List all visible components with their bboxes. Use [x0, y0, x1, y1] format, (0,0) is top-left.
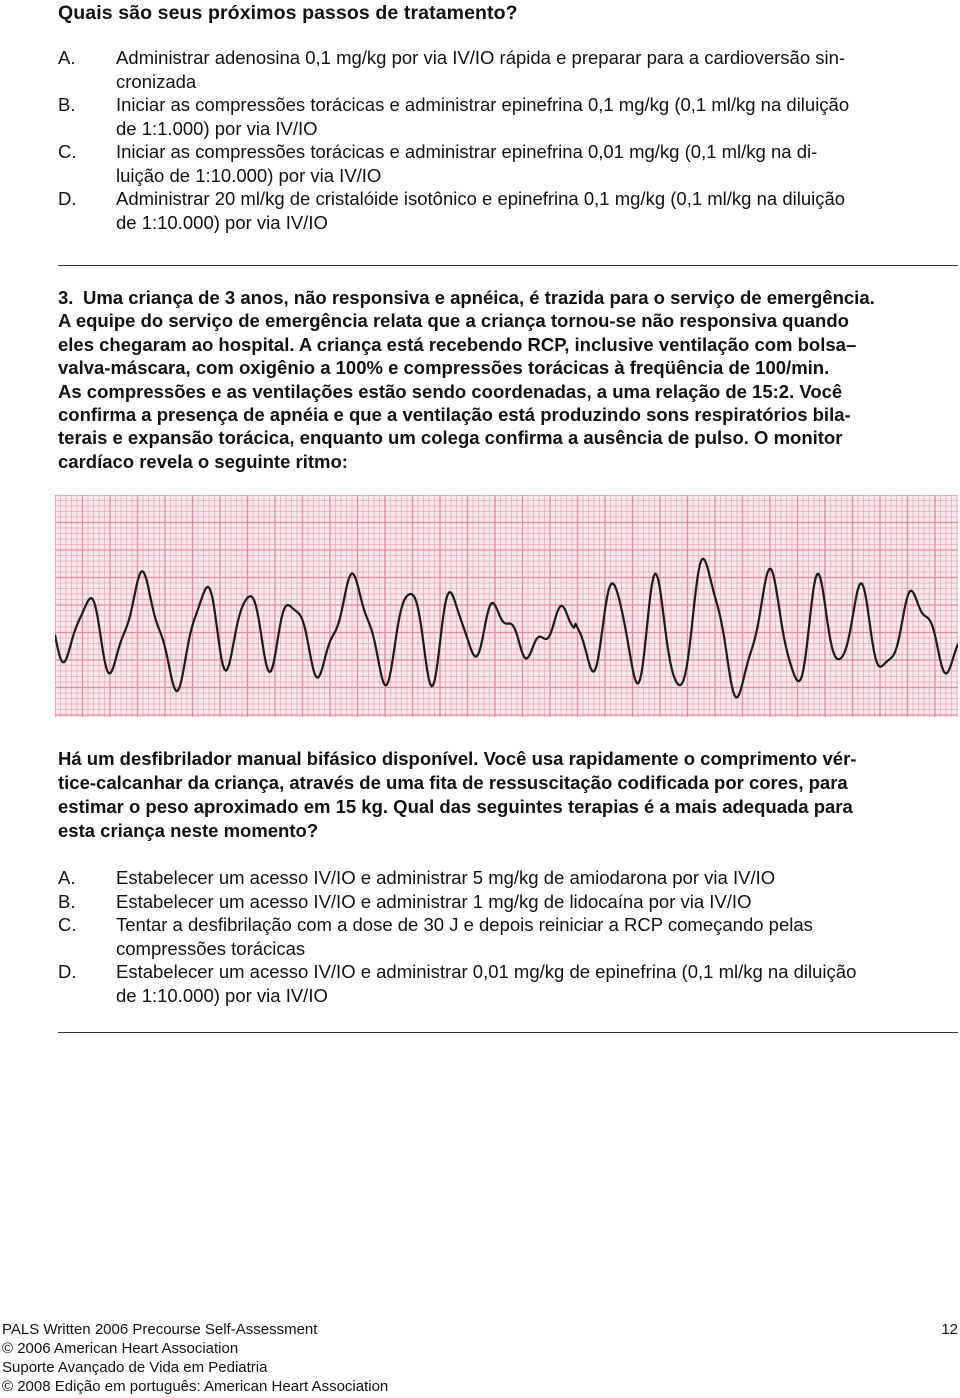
option-letter: D.	[58, 188, 77, 209]
q3-followup-line: Há um desfibrilador manual bifásico disponível. Você usa rapidamente o comprimento vér-	[58, 748, 857, 769]
q2-option-d	[58, 187, 958, 234]
ecg-strip-image	[55, 495, 958, 717]
page-number: 12	[941, 1321, 958, 1338]
section-divider	[58, 265, 958, 266]
q3-followup-line: estimar o peso aproximado em 15 kg. Qual das seguintes terapias é a mais adequada para	[58, 796, 853, 817]
q2-option-list	[58, 46, 958, 234]
ecg-paper	[55, 495, 958, 717]
option-text-line: de 1:1.000) por via IV/IO	[116, 117, 318, 139]
option-letter: C.	[58, 914, 77, 935]
option-text-line: Tentar a desfibrilação com a dose de 30 J e depois reiniciar a RCP começando pelas	[116, 914, 813, 935]
option-letter: A.	[58, 867, 76, 888]
option-text-line: de 1:10.000) por via IV/IO	[116, 984, 328, 1006]
q3-stem-line: eles chegaram ao hospital. A criança está recebendo RCP, inclusive ventilação com bolsa–	[58, 333, 857, 355]
q3-stem-line: terais e expansão torácica, enquanto um colega confirma a ausência de pulso. O monitor	[58, 427, 843, 449]
q3-stem-line: A equipe do serviço de emergência relata que a criança tornou-se não responsiva quando	[58, 310, 849, 332]
q2-option-b	[58, 93, 958, 140]
question-heading: Quais são seus próximos passos de tratamento?	[58, 2, 518, 24]
option-letter: A.	[58, 47, 76, 68]
option-text-line: Administrar adenosina 0,1 mg/kg por via IV/IO rápida e preparar para a cardioversão sin-	[116, 47, 846, 68]
option-letter: C.	[58, 141, 77, 162]
q3-followup-line: esta criança neste momento?	[58, 820, 319, 841]
option-text-line: compressões torácicas	[116, 937, 306, 959]
footer-subtitle: Suporte Avançado de Vida em Pediatria	[2, 1359, 268, 1376]
option-text-line: cronizada	[116, 70, 197, 92]
q3-option-c	[58, 913, 958, 960]
q3-option-b	[58, 890, 958, 914]
option-letter: B.	[58, 94, 76, 115]
section-divider	[58, 1032, 958, 1033]
q3-followup-line: tice-calcanhar da criança, através de uma fita de ressuscitação codificada por cores, para	[58, 772, 848, 793]
q2-option-a	[58, 46, 958, 93]
q3-stem	[58, 286, 958, 473]
q2-option-c	[58, 140, 958, 187]
option-text-line: Estabelecer um acesso IV/IO e administrar 5 mg/kg de amiodarona por via IV/IO	[116, 867, 776, 888]
option-letter: B.	[58, 890, 76, 912]
option-text-line: Iniciar as compressões torácicas e administrar epinefrina 0,01 mg/kg (0,1 ml/kg na di-	[116, 141, 818, 162]
option-text-line: Estabelecer um acesso IV/IO e administrar 0,01 mg/kg de epinefrina (0,1 ml/kg na diluição	[116, 961, 857, 982]
page-footer	[2, 1320, 958, 1396]
q3-stem-line: cardíaco revela o seguinte ritmo:	[58, 450, 348, 472]
option-text-line: Iniciar as compressões torácicas e administrar epinefrina 0,1 mg/kg (0,1 ml/kg na diluição	[116, 94, 850, 115]
option-text-line: Administrar 20 ml/kg de cristalóide isotônico e epinefrina 0,1 mg/kg (0,1 ml/kg na diluição	[116, 188, 846, 209]
q3-stem-text: Uma criança de 3 anos, não responsiva e apnéica, é trazida para o serviço de emergência.	[83, 287, 875, 308]
q3-stem-line	[58, 286, 958, 309]
q3-stem-line: valva-máscara, com oxigênio a 100% e compressões torácicas à freqüência de 100/min.	[58, 357, 830, 379]
footer-translation-copyright: © 2008 Edição em português: American Heart Association	[2, 1378, 389, 1395]
footer-course-title: PALS Written 2006 Precourse Self-Assessment	[2, 1321, 318, 1338]
question-number: 3.	[58, 287, 74, 308]
q3-stem-line: As compressões e as ventilações estão sendo coordenadas, a uma relação de 15:2. Você	[58, 380, 843, 402]
footer-row	[2, 1320, 958, 1339]
option-text-line: de 1:10.000) por via IV/IO	[116, 211, 328, 233]
ecg-rhythm-strip	[55, 495, 958, 717]
option-letter: D.	[58, 961, 77, 982]
footer-copyright: © 2006 American Heart Association	[2, 1340, 239, 1357]
q3-option-list	[58, 866, 958, 1007]
q3-option-d	[58, 960, 958, 1007]
option-text-line: Estabelecer um acesso IV/IO e administrar 1 mg/kg de lidocaína por via IV/IO	[116, 890, 752, 912]
q3-stem-line: confirma a presença de apnéia e que a ventilação está produzindo sons respiratórios bila-	[58, 404, 851, 426]
q3-followup	[58, 747, 958, 843]
option-text-line: luição de 1:10.000) por via IV/IO	[116, 164, 382, 186]
q3-option-a	[58, 866, 958, 890]
